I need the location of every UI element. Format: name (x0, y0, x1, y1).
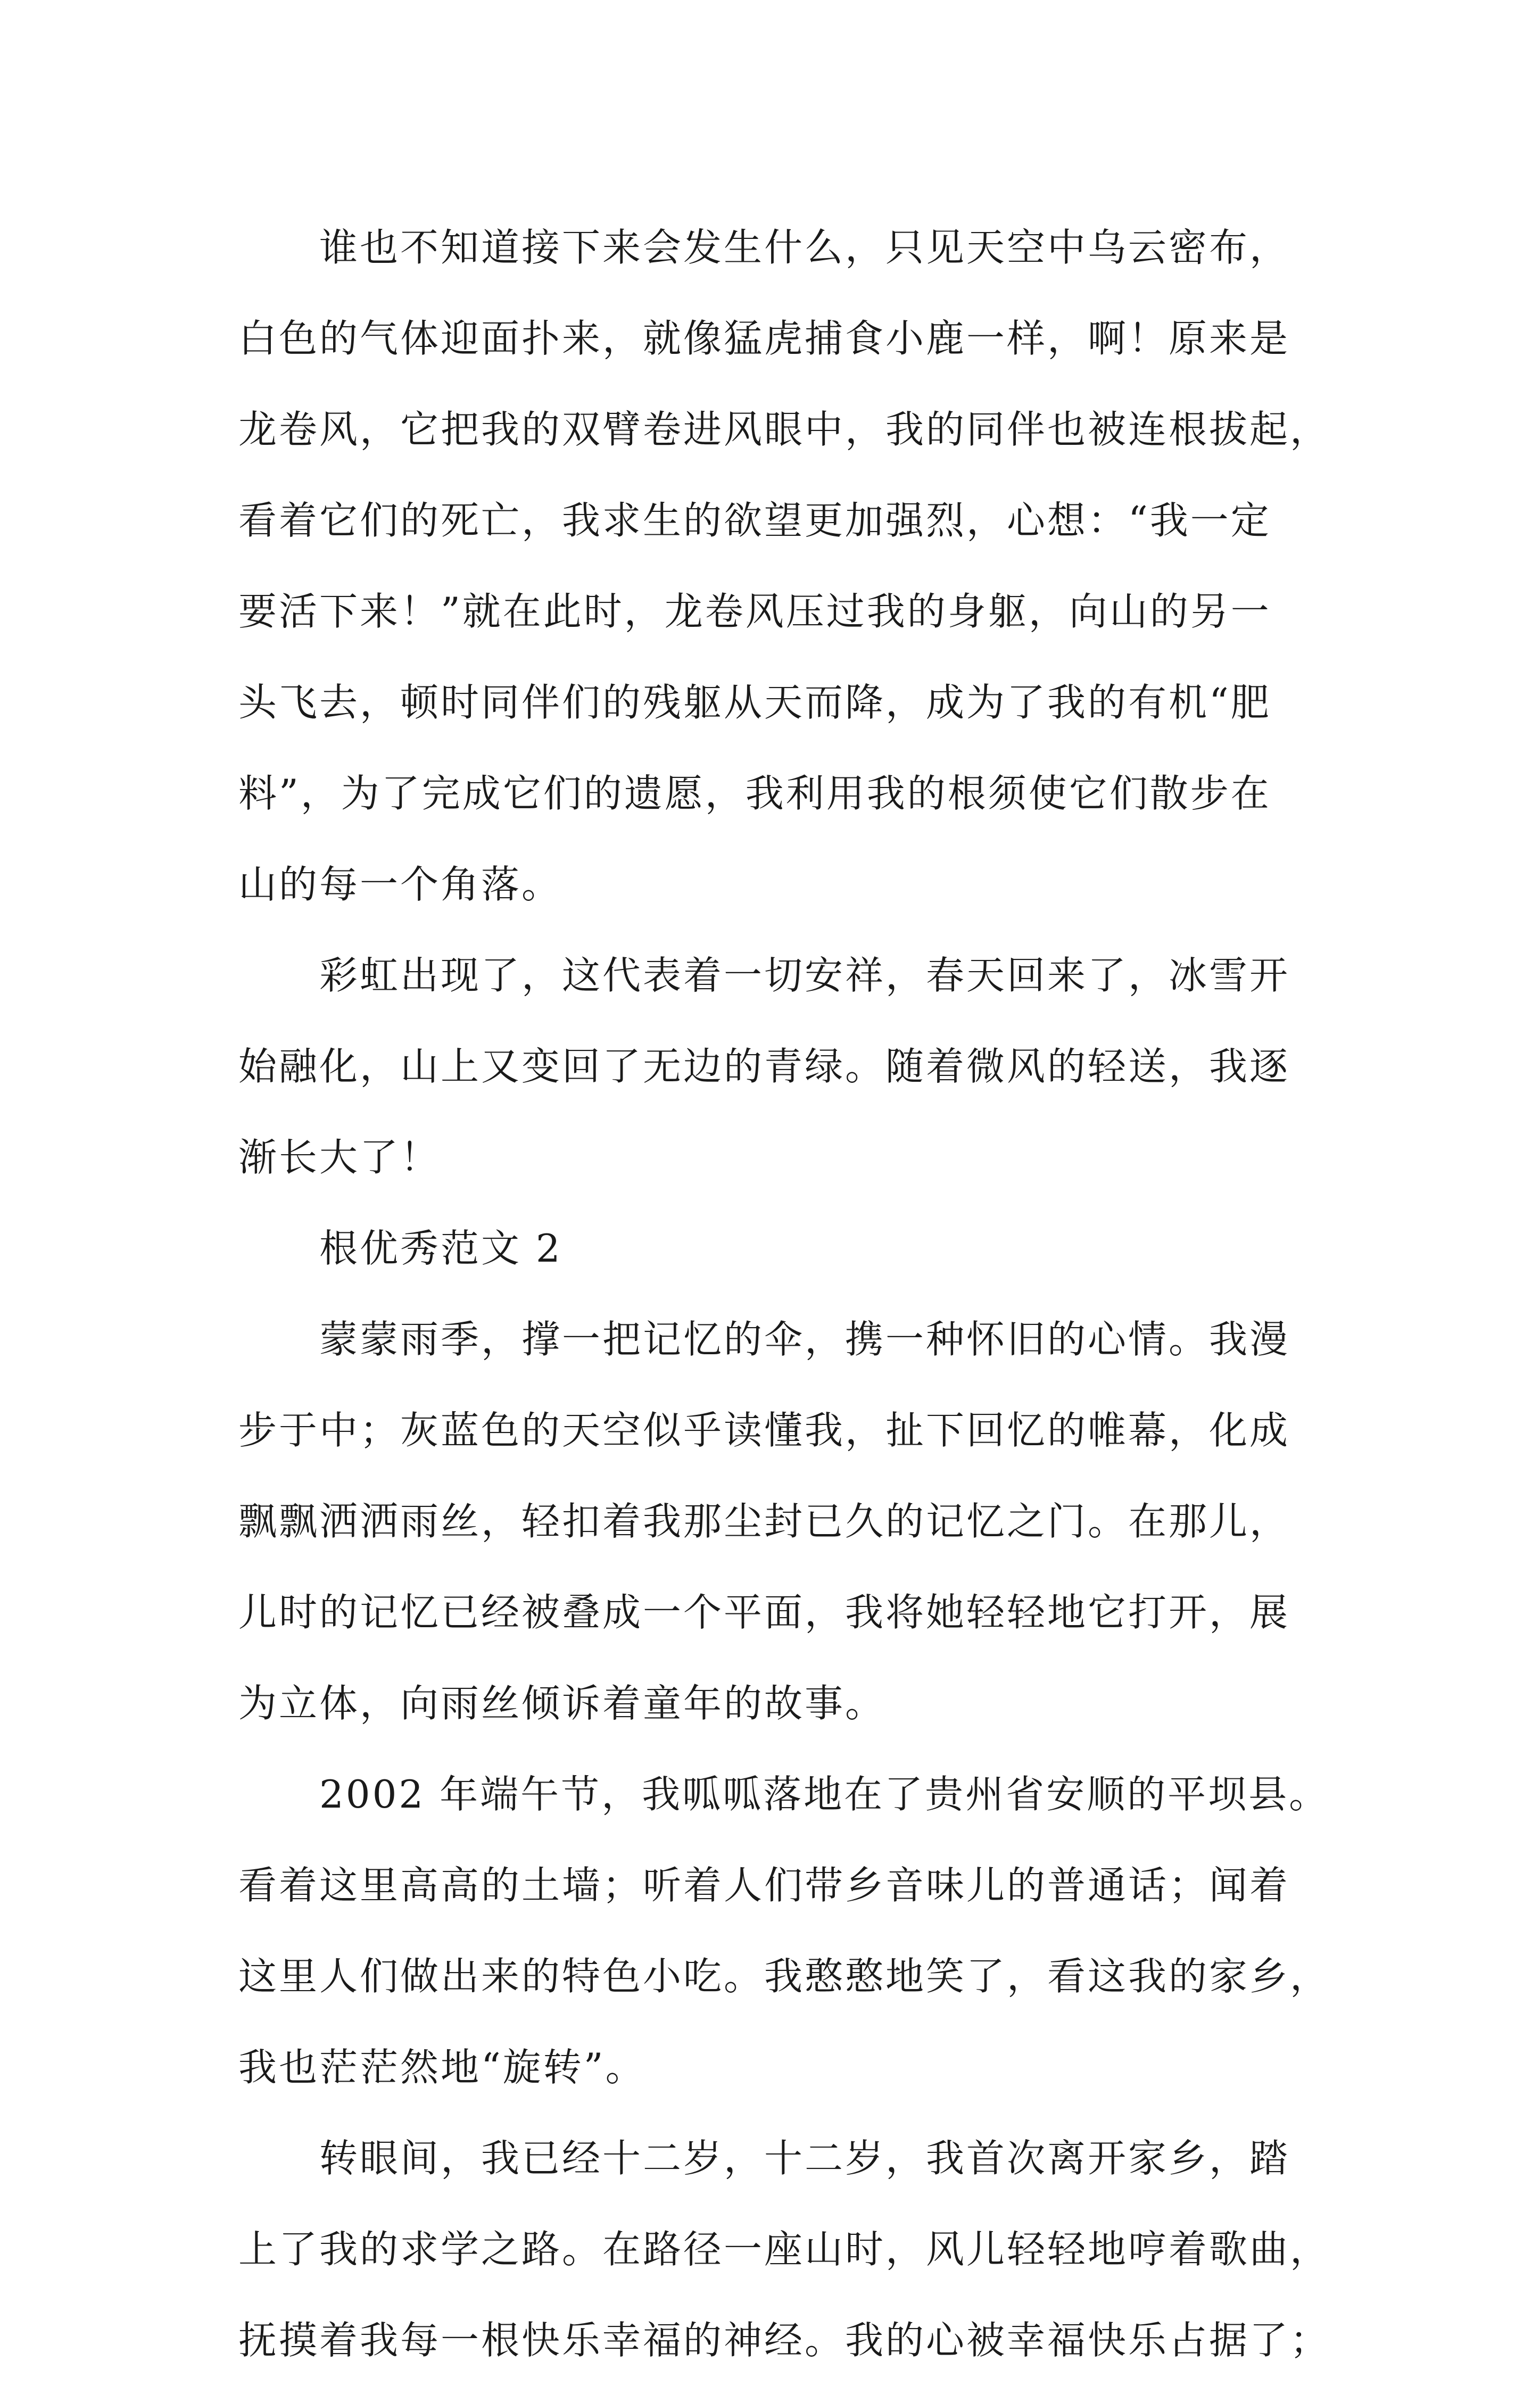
text-line: 为立体，向雨丝倾诉着童年的故事。 (238, 1681, 886, 1726)
text-line: 渐长大了！ (238, 1135, 441, 1180)
text-line: 我也茫茫然地“旋转”。 (238, 2045, 646, 2090)
text-line: 头飞去，顿时同伴们的残躯从天而降，成为了我的有机“肥 (238, 680, 1271, 725)
text-line: 看着它们的死亡，我求生的欲望更加强烈，心想：“我一定 (238, 498, 1271, 543)
text-line: 上了我的求学之路。在路径一座山时，风儿轻轻地哼着歌曲， (238, 2227, 1331, 2272)
document-body (238, 202, 1331, 2386)
heading-line: 根优秀范文 2 (319, 1226, 562, 1271)
text-line: 彩虹出现了，这代表着一切安祥，春天回来了，冰雪开 (319, 953, 1290, 998)
text-line: 抚摸着我每一根快乐幸福的神经。我的心被幸福快乐占据了； (238, 2318, 1331, 2363)
text-line: 转眼间，我已经十二岁，十二岁，我首次离开家乡，踏 (319, 2136, 1290, 2181)
paragraph (238, 202, 1331, 930)
text-line: 飘飘洒洒雨丝，轻扣着我那尘封已久的记忆之门。在那儿， (238, 1499, 1290, 1544)
text-line: 这里人们做出来的特色小吃。我憨憨地笑了，看这我的家乡， (238, 1954, 1331, 1999)
text-line: 谁也不知道接下来会发生什么，只见天空中乌云密布， (319, 225, 1290, 270)
text-line: 看着这里高高的土墙；听着人们带乡音味儿的普通话；闻着 (238, 1863, 1290, 1908)
paragraph (238, 2113, 1331, 2386)
paragraph (238, 1294, 1303, 1749)
paragraph (238, 1749, 1331, 2113)
text-line: 步于中；灰蓝色的天空似乎读懂我，扯下回忆的帷幕，化成 (238, 1408, 1290, 1453)
text-line: 2002 年端午节，我呱呱落地在了贵州省安顺的平坝县。 (319, 1772, 1330, 1817)
text-line: 白色的气体迎面扑来，就像猛虎捕食小鹿一样，啊！原来是 (238, 316, 1290, 361)
section-heading (238, 1203, 1303, 1294)
text-line: 龙卷风，它把我的双臂卷进风眼中，我的同伴也被连根拔起， (238, 407, 1331, 452)
text-line: 料”，为了完成它们的遗愿，我利用我的根须使它们散步在 (238, 771, 1271, 816)
text-line: 要活下来！”就在此时，龙卷风压过我的身躯，向山的另一 (238, 589, 1271, 634)
text-line: 山的每一个角落。 (238, 862, 562, 907)
paragraph (238, 930, 1303, 1203)
text-line: 儿时的记忆已经被叠成一个平面，我将她轻轻地它打开，展 (238, 1590, 1290, 1635)
text-line: 始融化，山上又变回了无边的青绿。随着微风的轻送，我逐 (238, 1044, 1290, 1089)
text-line: 蒙蒙雨季，撑一把记忆的伞，携一种怀旧的心情。我漫 (319, 1317, 1290, 1362)
